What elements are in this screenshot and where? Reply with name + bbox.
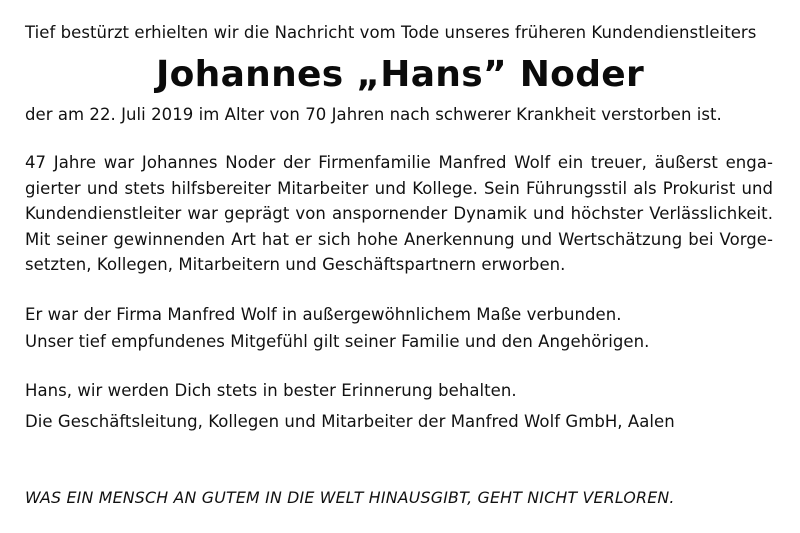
motto-text: WAS EIN MENSCH AN GUTEM IN DIE WELT HINAUSGIBT, GEHT NICHT VERLOREN. <box>25 488 675 507</box>
deceased-name: Johannes „Hans” Noder <box>155 54 645 95</box>
paragraph-2-line: Unser tief empfundenes Mitgefühl gilt seiner Familie und den Angehörigen. <box>25 332 650 351</box>
paragraph-2-line: Er war der Firma Manfred Wolf in außergewöhnlichem Maße verbunden. <box>25 305 622 324</box>
paragraph-1-line: Kundendienstleiter war geprägt von anspornender Dynamik und höchster Verlässlichkeit. <box>25 204 773 223</box>
paragraph-1-line: 47 Jahre war Johannes Noder der Firmenfamilie Manfred Wolf ein treuer, äußerst enga- <box>25 153 773 172</box>
signature-text: Die Geschäftsleitung, Kollegen und Mitarbeiter der Manfred Wolf GmbH, Aalen <box>25 412 675 431</box>
paragraph-1-line: setzten, Kollegen, Mitarbeitern und Geschäftspartnern erworben. <box>25 255 566 274</box>
paragraph-1-line: gierter und stets hilfsbereiter Mitarbeiter und Kollege. Sein Führungsstil als Prokurist und <box>25 179 773 198</box>
farewell-text: Hans, wir werden Dich stets in bester Erinnerung behalten. <box>25 381 517 400</box>
intro-text: Tief bestürzt erhielten wir die Nachricht vom Tode unseres früheren Kundendienstleiters <box>25 23 757 42</box>
paragraph-1-line: Mit seiner gewinnenden Art hat er sich hohe Anerkennung und Wertschätzung bei Vorge- <box>25 230 773 249</box>
death-date-text: der am 22. Juli 2019 im Alter von 70 Jahren nach schwerer Krankheit verstorben ist. <box>25 105 722 124</box>
